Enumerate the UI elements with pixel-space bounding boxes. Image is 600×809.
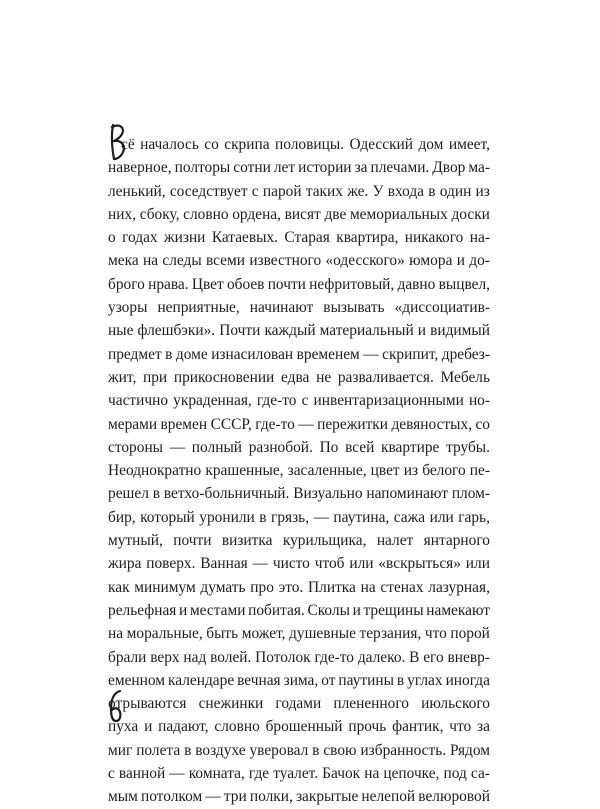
word: ветхо-больничный. [163,485,290,503]
word: мемориальных [349,205,448,223]
word: как [108,578,130,596]
word: сё [121,136,135,153]
word: ванной [118,765,166,783]
word: ма- [468,159,490,177]
word: давно [397,275,436,293]
word: «одесского» [325,252,405,270]
word: с [251,182,259,200]
word: в [184,741,192,759]
word: велюровой [418,788,490,806]
word: где-то [255,415,295,433]
word: временем [296,345,360,363]
word: минимум [134,578,196,596]
word: и [144,718,153,736]
word: прикосновении [173,368,275,386]
word: янтарного [423,532,490,550]
word: рельефная [108,601,177,619]
text-line [108,133,490,156]
word: имеет, [448,136,490,153]
word: и [456,252,465,270]
word: душевные [289,625,356,643]
word: где [248,765,270,783]
word: побитая. [248,601,305,619]
word: паутина, [333,508,390,526]
word: порой [450,625,490,643]
word: бир, [108,508,136,526]
word: висят [284,205,321,223]
word: миг [108,741,133,759]
word: квартира, [336,229,399,247]
word: жизни [164,229,206,247]
text-line [108,273,490,296]
word: стороны [108,438,164,456]
word: — [205,788,221,806]
word: видимый [430,322,490,340]
word: ленький, [108,182,166,200]
body-paragraph [108,133,490,809]
word: жира [108,555,142,573]
word: и [417,322,427,340]
word: едва [281,368,310,386]
page-number [107,689,125,723]
word: дом [418,136,444,153]
word: почти [173,532,212,550]
word: лазурная, [428,578,490,596]
text-line [108,762,490,785]
word: закрытые [295,788,359,806]
text-line [108,156,490,179]
word: фантик, [392,718,444,736]
word: который [140,508,195,526]
word: ордена, [232,205,281,223]
word: над [183,648,207,666]
word: избранность. [360,741,447,759]
text-line [108,389,490,412]
word: Двор [432,159,466,177]
word: брого [108,275,145,293]
text-line [108,669,490,692]
word: каждый [264,322,316,340]
word: — [298,415,314,433]
word: местами [189,601,246,619]
word: девяностых, [391,415,473,433]
text-line [108,226,490,249]
word: вызывать [323,299,385,317]
word: моральные, [126,625,203,643]
word: терзания, [359,625,422,643]
word: поверх. [146,555,196,573]
word: наверное, [108,159,172,177]
word: брошенный [265,718,343,736]
word: углах [407,671,443,689]
word: же. [347,182,369,200]
word: может, [241,625,286,643]
word: сотни [233,159,271,177]
word: визитка [221,532,273,550]
word: на [364,765,380,783]
word: — [252,555,268,573]
word: начинают [249,299,314,317]
word: предмет [108,345,162,363]
word: флешбэки». [137,322,216,340]
word: три [223,788,247,806]
word: плом- [451,485,490,503]
word: изнасилован [211,345,294,363]
word: Потолок [255,648,311,666]
word: ные [108,322,134,340]
text-line [108,436,490,459]
word: — [363,345,379,363]
word: его [423,648,444,666]
word: них, [108,205,137,223]
word: на- [469,229,490,247]
word: разваливается. [337,368,434,386]
text-line [108,319,490,342]
word: или [465,555,490,573]
word: или [349,555,374,573]
word: в [312,741,320,759]
word: следы [162,252,202,270]
word: разнобой. [248,438,313,456]
word: нелепой [361,788,416,806]
word: жит, [108,368,137,386]
word: или [429,508,454,526]
word: доме [175,345,208,363]
word: Плитка [308,578,356,596]
word: началось [140,136,199,153]
word: всей [345,438,375,456]
word: узоры [108,299,148,317]
word: никакого [404,229,464,247]
word: со [204,136,219,153]
word: напоминают [366,485,448,503]
word: из [475,182,490,200]
word: падают, [158,718,209,736]
word: Неоднократно [108,462,202,480]
word: свою [323,741,357,759]
word: стенах [380,578,424,596]
text-line [108,785,490,808]
word: крашенные, [205,462,284,480]
word: потолком [140,788,203,806]
word: где-то [314,648,355,666]
word: По [319,438,339,456]
word: со [475,415,490,433]
word: паутины [338,671,394,689]
word: словно [183,205,229,223]
word: плененного [333,695,409,713]
word: до- [469,252,490,270]
page-number-glyph [107,689,125,723]
text-line [108,296,490,319]
text-line [108,413,490,436]
word: где-то [256,392,297,410]
word: годах [122,229,158,247]
word: квартире [381,438,440,456]
word: юмора [409,252,453,270]
word: трубы. [446,438,490,456]
word: СССР, [210,415,252,433]
word: дребез- [441,345,490,363]
word: В [409,648,420,666]
text-line [108,599,490,622]
word: пе- [469,462,490,480]
word: за [354,159,368,177]
word: словно [214,718,260,736]
word: трещины [363,601,424,619]
word: полки, [249,788,293,806]
word: две [324,205,347,223]
word: в [396,671,405,689]
word: чтоб [314,555,345,573]
word: и [179,601,188,619]
word: под [443,765,467,783]
word: «вскрыться» [378,555,461,573]
word: сажа [393,508,426,526]
text-line [108,366,490,389]
word: Бачок [322,765,361,783]
word: — [169,765,185,783]
word: — [313,508,329,526]
word: с [301,392,309,410]
word: в [259,508,267,526]
word: в [428,182,436,200]
word: всеми [205,252,245,270]
word: но- [468,392,490,410]
word: нефритовый, [309,275,395,293]
word: при [143,368,168,386]
word: Мебель [440,368,490,386]
word: из [403,462,419,480]
word: У [372,182,384,200]
word: «диссоциатив- [394,299,490,317]
word: за [477,718,490,736]
word: цепочке, [383,765,440,783]
word: засаленные, [287,462,367,480]
word: пережитки [317,415,389,433]
word: выцвел, [438,275,490,293]
word: быть [206,625,239,643]
word: доски [451,205,490,223]
word: курильщика, [282,532,367,550]
word: Одесский [349,136,414,153]
word: инвентаризационными [313,392,464,410]
word: парой [262,182,302,200]
word: грязь, [271,508,310,526]
text-line [108,482,490,505]
word: пуха [108,718,139,736]
word: мым [108,788,138,806]
word: Рядом [449,741,490,759]
word: на [108,625,124,643]
word: прочь [348,718,387,736]
word: и [352,601,361,619]
text-line [108,249,490,272]
word: намекают [426,601,490,619]
word: про [250,578,274,596]
word: частично [108,392,169,410]
text-line [108,715,490,738]
word: брали [108,648,147,666]
word: са- [470,765,490,783]
word: мутный, [108,532,163,550]
text-line [108,576,490,599]
word: Старая [284,229,330,247]
word: мерами [108,415,158,433]
word: думать [200,578,246,596]
word: полета [136,741,181,759]
word: воздухе [195,741,246,759]
word: еменном [108,671,166,689]
text-line [108,459,490,482]
word: входа [387,182,424,200]
word: белого [422,462,466,480]
word: не [316,368,332,386]
text-line [108,622,490,645]
word: Ванная [200,555,248,573]
word: что [424,625,447,643]
word: о [108,229,116,247]
word: снежинки [198,695,264,713]
word: неприятные, [157,299,240,317]
word: уронили [199,508,255,526]
word: мека [108,252,139,270]
word: сбоку, [139,205,180,223]
word: вневр- [447,648,490,666]
word: обоев [226,275,265,293]
text-line [108,529,490,552]
word: волей. [210,648,252,666]
text-line [108,552,490,575]
text-line [108,692,490,715]
word: цвет [370,462,400,480]
word: соседствует [169,182,248,200]
word: скрипит, [382,345,439,363]
word: июльского [421,695,490,713]
word: Катаевых. [211,229,279,247]
word: иногда [445,671,490,689]
word: украденная, [173,392,252,410]
word: на [142,252,159,270]
text-line [108,343,490,366]
word: календаре [168,671,235,689]
word: с [108,765,115,783]
word: нрава. [148,275,189,293]
word: что [449,718,472,736]
word: в [165,345,173,363]
word: отрываются [108,695,187,713]
word: от [321,671,336,689]
word: в [152,485,160,503]
word: зима, [283,671,319,689]
text-line [108,180,490,203]
word: половицы. [274,136,345,153]
word: это. [278,578,304,596]
word: годами [275,695,322,713]
word: Визуально [293,485,363,503]
word: плечами. [370,159,430,177]
word: на [360,578,376,596]
word: почти [267,275,306,293]
word: чисто [272,555,310,573]
word: один [439,182,472,200]
word: уверовал [249,741,309,759]
word: Сколы [307,601,350,619]
word: Почти [219,322,261,340]
word: Цвет [191,275,224,293]
text-line [108,506,490,529]
word: далеко. [357,648,406,666]
word: полный [191,438,243,456]
word: полторы [174,159,231,177]
word: — [169,438,186,456]
word: скрипа [224,136,270,153]
word: комната, [188,765,245,783]
word: времен [160,415,208,433]
word: налет [376,532,414,550]
word: лет [273,159,296,177]
word: гарь, [458,508,490,526]
word: туалет. [273,765,319,783]
text-line [108,203,490,226]
text-line [108,646,490,669]
word: известного [249,252,322,270]
word: таких [305,182,343,200]
word: истории [298,159,352,177]
word: вечная [237,671,281,689]
word: материальный [319,322,414,340]
word: решел [108,485,149,503]
text-line [108,739,490,762]
word: верх [150,648,180,666]
